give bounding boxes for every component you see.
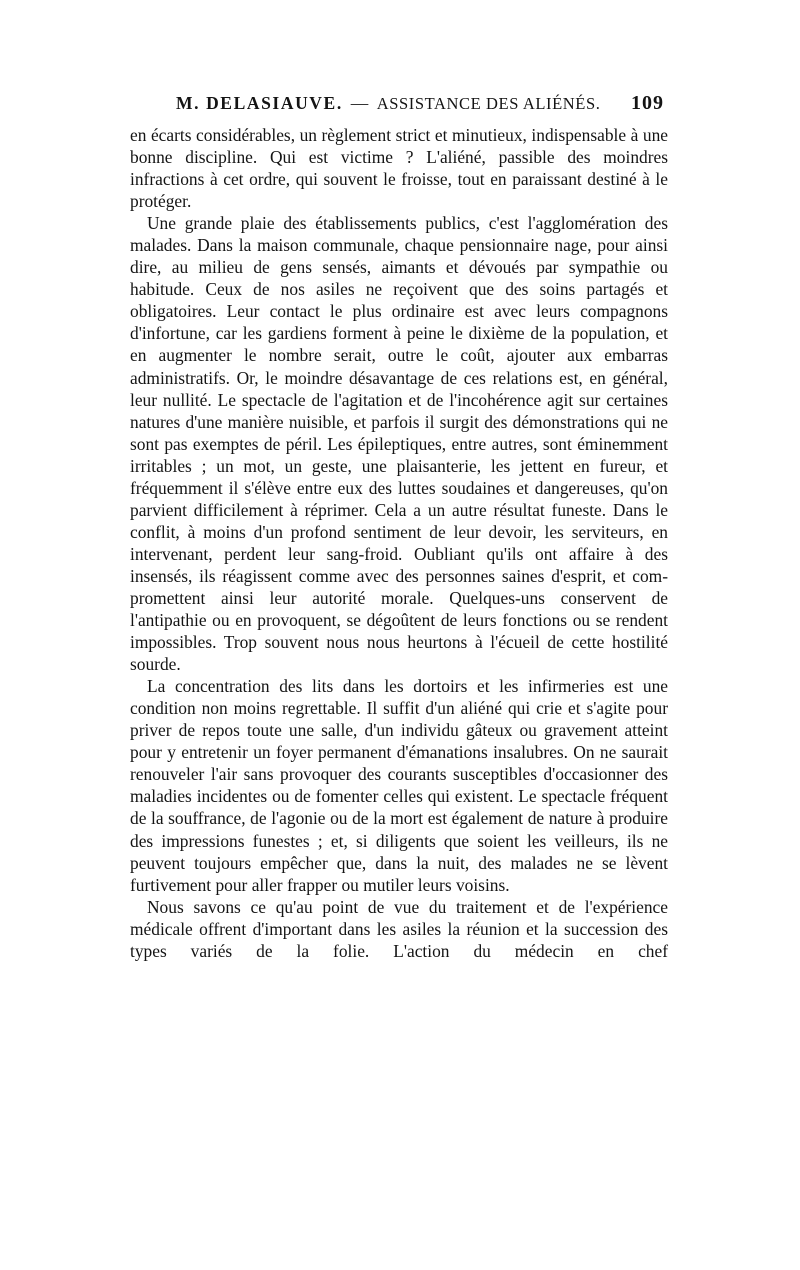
running-head: [176, 92, 664, 118]
paragraph-continuation: en écarts considérables, un règlement strict et minutieux, indispensable à une bonne discipline. Qui est victime ? L'aliéné, passible des moindres infractions à cet ordre, qui souvent le froisse, tout en paraissant destiné à le protéger.: [130, 125, 668, 212]
body-text: [130, 124, 668, 962]
paragraph-agglomeration: Une grande plaie des établissements publics, c'est l'agglomération des malades. Dans la maison communale, chaque pensionnaire nage, pour ainsi dire, au milieu de gens sensés, aimants et dévoués par sympathie ou habitude. Ceux de nos asiles ne reçoivent que des soins partagés et obligatoires. Leur contact le plus ordinaire est avec leurs compagnons d'infortune, car les gardiens forment à peine le dixième de la population, et en augmenter le nombre serait, outre le coût, ajouter aux embarras administratifs. Or, le moindre désavantage de ces relations est, en général, leur nullité. Le spectacle de l'agitation et de l'incohérence agit sur certaines natures d'une manière nuisible, et parfois il surgit des démonstrations qui ne sont pas exemptes de péril. Les épileptiques, entre autres, sont éminemment irritables ; un mot, un geste, une plaisanterie, les jettent en fureur, et fréquemment il s'élève entre eux des luttes soudaines et dangereuses, qu'on parvient difficilement à réprimer. Cela a un autre résultat funeste. Dans le conflit, à moins d'un profond sentiment de leur devoir, les serviteurs, en intervenant, perdent leur sang-froid. Oubliant qu'ils ont affaire à des insensés, ils réagissent comme avec des personnes saines d'esprit, et compromettent ainsi leur autorité morale. Quelques-uns conservent de l'antipathie ou en provoquent, se dégoûtent de leurs fonctions ou se rendent impossibles. Trop souvent nous nous heurtons à l'écueil de cette hostilité sourde.: [130, 213, 668, 675]
page-number: 109: [631, 92, 664, 114]
header-separator: —: [350, 93, 369, 113]
paragraph-dortoirs: La concentration des lits dans les dortoirs et les infirmeries est une condition non moins regrettable. Il suffit d'un aliéné qui crie et s'agite pour priver de repos toute une salle, d'un individu gâteux ou gravement atteint pour y entretenir un foyer permanent d'émanations insalubres. On ne saurait renouveler l'air sans provoquer des courants susceptibles d'occasionner des maladies incidentes ou de fomenter celles qui existent. Le spectacle fréquent de la souffrance, de l'agonie ou de la mort est également de nature à produire des impressions funestes ; et, si diligents que soient les veilleurs, ils ne peuvent toujours empêcher que, dans la nuit, des malades ne se lèvent furtivement pour aller frapper ou mutiler leurs voisins.: [130, 676, 668, 895]
paragraph-types-folie: Nous savons ce qu'au point de vue du traitement et de l'expérience médicale offrent d'important dans les asiles la réunion et la succession des types variés de la folie. L'action du médecin en chef: [130, 896, 668, 961]
header-title: ASSISTANCE DES ALIÉNÉS.: [376, 94, 601, 113]
header-author: M. DELASIAUVE.: [176, 93, 343, 113]
